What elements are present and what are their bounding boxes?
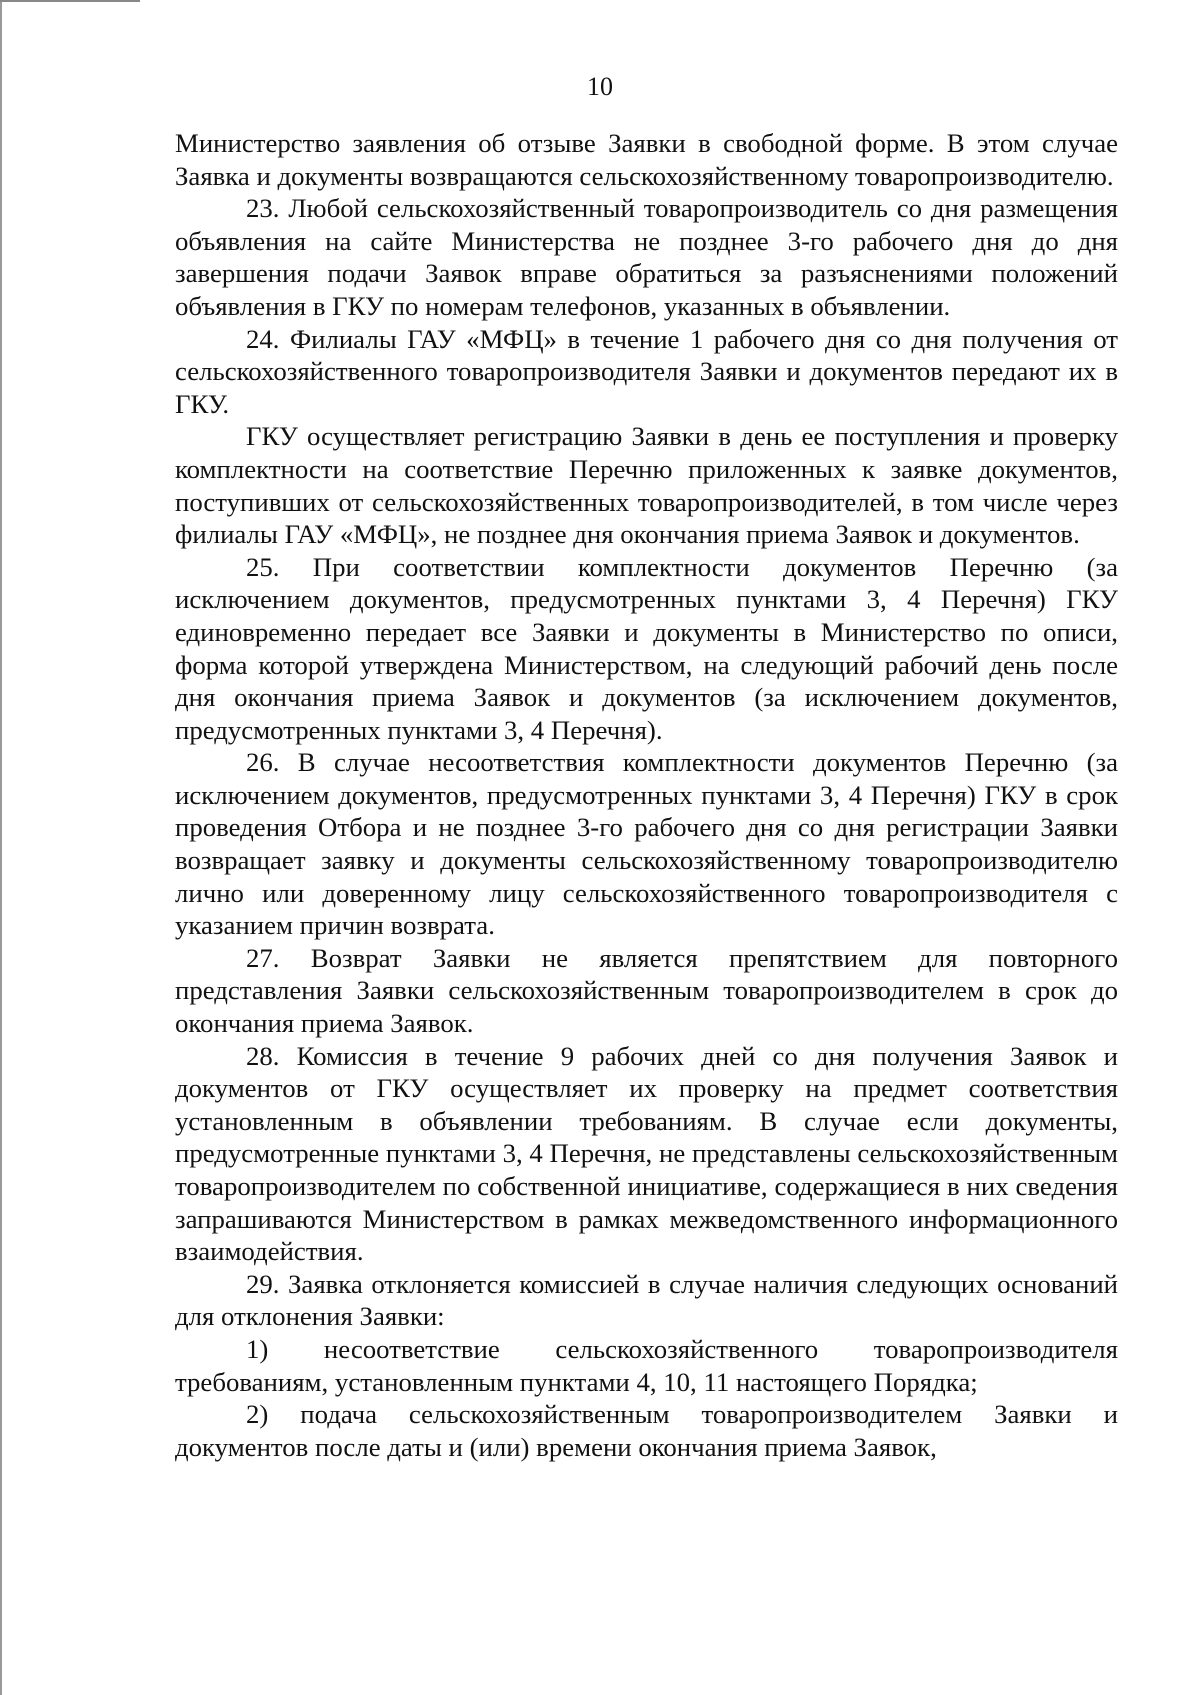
paragraph-item-29: 29. Заявка отклоняется комиссией в случае наличия следующих оснований для отклонения Заявки: — [175, 1268, 1118, 1332]
page-number: 10 — [587, 72, 613, 101]
paragraph-gku-registration: ГКУ осуществляет регистрацию Заявки в день ее поступления и проверку комплектности на соответствие Перечню приложенных к заявке документов, поступивших от сельскохозяйственных товаропроизводителей, в том числе через филиалы ГАУ «МФЦ», не позднее дня окончания приема Заявок и документов. — [175, 421, 1118, 550]
scan-left-edge — [0, 0, 2, 1695]
paragraph-continuation: Министерство заявления об отзыве Заявки в свободной форме. В этом случае Заявка и документы возвращаются сельскохозяйственному товаропроизводителю. — [175, 128, 1118, 191]
paragraph-item-28: 28. Комиссия в течение 9 рабочих дней со дня получения Заявок и документов от ГКУ осуществляет их проверку на предмет соответствия установленным в объявлении требованиям. В случае если документы, предусмотренные пунктами 3, 4 Перечня, не представлены сельскохозяйственным товаропроизводителем по собственной инициативе, содержащиеся в них сведения запрашиваются Министерством в рамках межведомственного информационного взаимодействия. — [175, 1040, 1118, 1267]
paragraph-item-25: 25. При соответствии комплектности документов Перечню (за исключением документов, предусмотренных пунктами 3, 4 Перечня) ГКУ единовременно передает все Заявки и документы в Министерство по описи, форма которой утверждена Министерством, на следующий рабочий день после дня окончания приема Заявок и документов (за исключением документов, предусмотренных пунктами 3, 4 Перечня). — [175, 551, 1118, 745]
paragraph-item-24: 24. Филиалы ГАУ «МФЦ» в течение 1 рабочего дня со дня получения от сельскохозяйственного товаропроизводителя Заявки и документов передают их в ГКУ. — [175, 323, 1118, 419]
document-body — [175, 127, 1118, 1463]
paragraph-item-23: 23. Любой сельскохозяйственный товаропроизводитель со дня размещения объявления на сайте Министерства не позднее 3-го рабочего дня до дня завершения подачи Заявок вправе обратиться за разъяснениями положений объявления в ГКУ по номерам телефонов, указанных в объявлении. — [175, 193, 1118, 321]
scan-top-edge — [0, 0, 140, 2]
paragraph-item-27: 27. Возврат Заявки не является препятствием для повторного представления Заявки сельскохозяйственным товаропроизводителем в срок до окончания приема Заявок. — [175, 942, 1118, 1039]
paragraph-item-26: 26. В случае несоответствия комплектности документов Перечню (за исключением документов, предусмотренных пунктами 3, 4 Перечня) ГКУ в срок проведения Отбора и не позднее 3-го рабочего дня со дня регистрации Заявки возвращает заявку и документы сельскохозяйственному товаропроизводителю лично или доверенному лицу сельскохозяйственного товаропроизводителя с указанием причин возврата. — [175, 747, 1118, 941]
paragraph-subitem-1: 1) несоответствие сельскохозяйственного товаропроизводителя требованиям, установленным пунктами 4, 10, 11 настоящего Порядка; — [175, 1333, 1118, 1397]
paragraph-subitem-2: 2) подача сельскохозяйственным товаропроизводителем Заявки и документов после даты и (или) времени окончания приема Заявок, — [175, 1399, 1118, 1462]
